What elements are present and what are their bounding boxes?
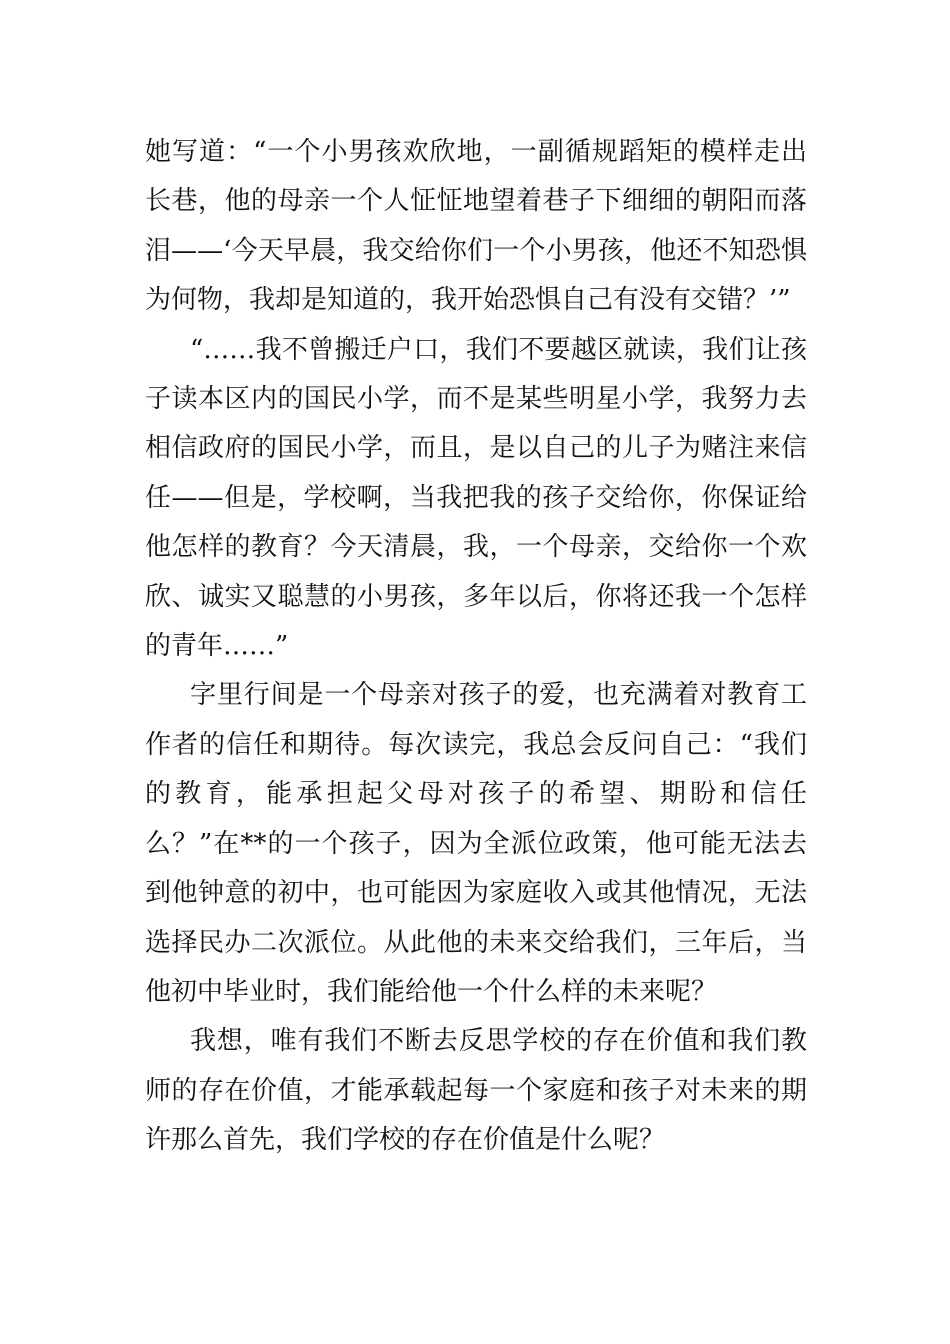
paragraph-2: “……我不曾搬迁户口，我们不要越区就读，我们让孩子读本区内的国民小学，而不是某些明星小学，我努力去相信政府的国民小学，而且，是以自己的儿子为赌注来信任——但是，学校啊，当我把我的孩子交给你，你保证给他怎样的教育？今天清晨，我，一个母亲，交给你一个欢欣、诚实又聪慧的小男孩，多年以后，你将还我一个怎样的青年……”	[145, 334, 807, 662]
paragraph-1: 她写道：“一个小男孩欢欣地，一副循规蹈矩的模样走出长巷，他的母亲一个人怔怔地望着巷子下细细的朝阳而落泪——‘今天早晨，我交给你们一个小男孩，他还不知恐惧为何物，我却是知道的，我开始恐惧自己有没有交错？’”	[145, 137, 807, 316]
paragraph-3: 字里行间是一个母亲对孩子的爱，也充满着对教育工作者的信任和期待。每次读完，我总会反问自己：“我们的教育，能承担起父母对孩子的希望、期盼和信任么？”在**的一个孩子，因为全派位政策，他可能无法去到他钟意的初中，也可能因为家庭收入或其他情况，无法选择民办二次派位。从此他的未来交给我们，三年后，当他初中毕业时，我们能给他一个什么样的未来呢？	[145, 680, 807, 1007]
paragraph-4: 我想，唯有我们不断去反思学校的存在价值和我们教师的存在价值，才能承载起每一个家庭和孩子对未来的期许那么首先，我们学校的存在价值是什么呢？	[145, 1026, 807, 1156]
body-text	[145, 128, 807, 1166]
